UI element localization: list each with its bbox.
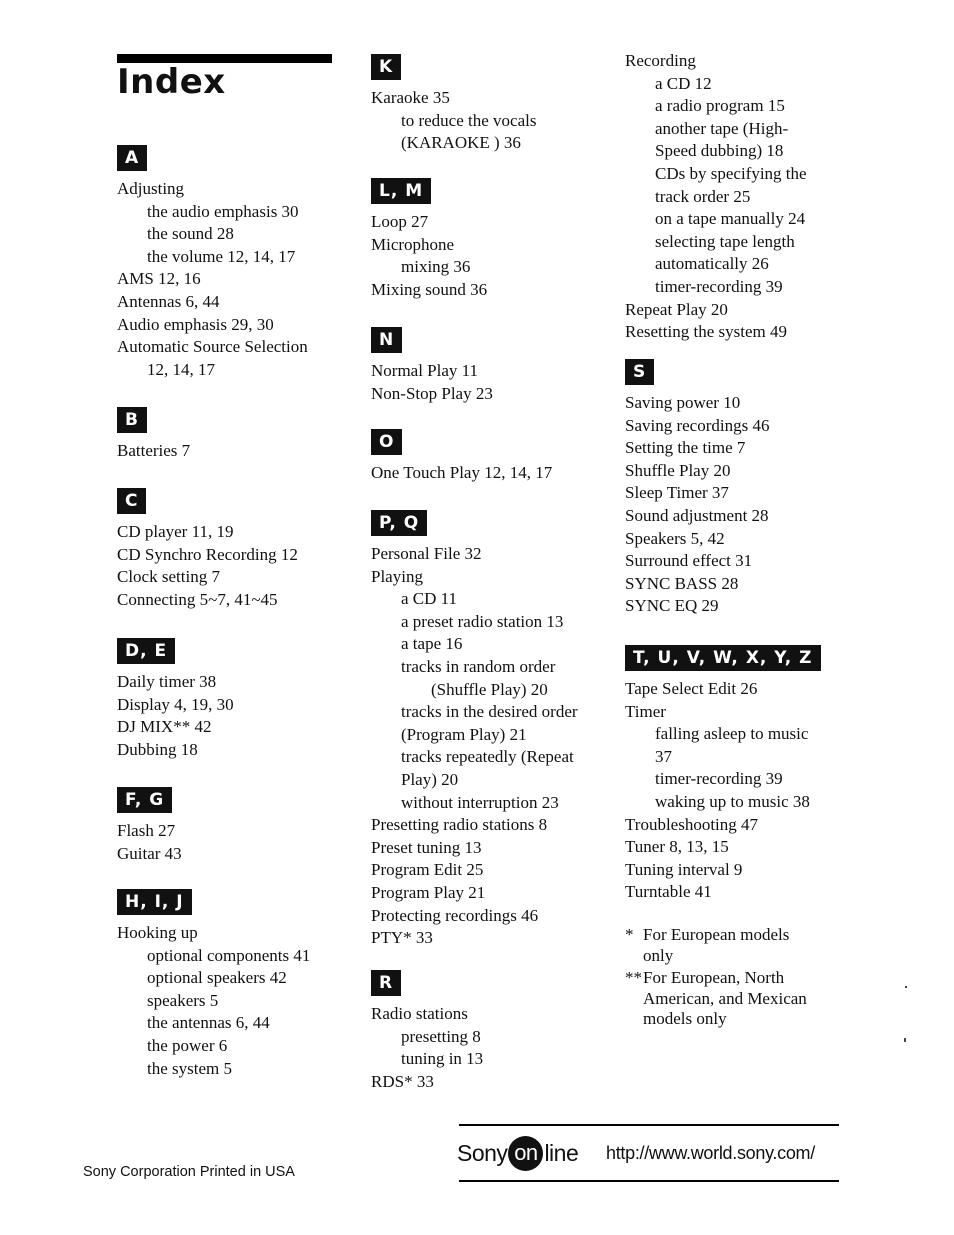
printer-credit: Sony Corporation Printed in USA [83, 1164, 295, 1180]
section-letter-badge: R [371, 970, 401, 996]
logo-line-text: line [544, 1140, 579, 1166]
index-subentry: timer-recording 39 [655, 276, 783, 296]
index-entry: Setting the time 7 [625, 438, 746, 458]
index-entry: Daily timer 38 [117, 672, 217, 691]
footer-rule-bottom [459, 1180, 839, 1182]
index-entry: Display 4, 19, 30 [117, 694, 234, 714]
index-entry: Guitar 43 [117, 843, 182, 863]
section-letter-badge: F, G [117, 787, 172, 813]
index-entry: Speakers 5, 42 [625, 528, 725, 548]
index-entry: Hooking up [117, 923, 198, 942]
index-section [117, 787, 347, 865]
section-letter-badge: P, Q [371, 510, 427, 536]
index-entry: Recording [625, 51, 696, 70]
index-entry: Saving power 10 [625, 393, 741, 412]
index-subentry: optional speakers 42 [147, 968, 287, 988]
index-subentry: mixing 36 [401, 257, 471, 277]
index-subentry: tracks in random order [401, 656, 556, 676]
index-entry: Sleep Timer 37 [625, 483, 729, 503]
sony-online-logo [457, 1136, 578, 1171]
index-section [371, 178, 611, 301]
index-entry: Turntable 41 [625, 882, 712, 902]
section-letter-badge: N [371, 327, 402, 353]
index-section [625, 359, 855, 618]
index-subentry: CDs by specifying the track order 25 [655, 163, 807, 206]
index-subentry: on a tape manually 24 [655, 209, 806, 229]
index-subentry: a CD 12 [655, 73, 712, 93]
logo-sony-text: Sony [457, 1140, 508, 1166]
scan-speck [905, 986, 907, 988]
index-section [117, 488, 347, 611]
index-section [117, 407, 347, 463]
section-letter-badge: B [117, 407, 147, 433]
index-entry: Microphone [371, 234, 455, 254]
index-entry: Personal File 32 [371, 544, 482, 563]
index-subentry: (Shuffle Play) 20 [431, 679, 548, 699]
index-entry: Non-Stop Play 23 [371, 383, 493, 403]
index-entry: Playing [371, 566, 423, 586]
index-section [625, 645, 855, 904]
index-subentry: the power 6 [147, 1035, 228, 1055]
scan-speck [904, 1038, 906, 1042]
index-section [371, 970, 611, 1093]
index-subentry: speakers 5 [147, 990, 219, 1010]
index-entry: Tuner 8, 13, 15 [625, 837, 729, 857]
index-entry: Program Play 21 [371, 882, 486, 902]
index-entry: Surround effect 31 [625, 551, 753, 571]
index-section [625, 50, 855, 344]
page-title: Index [117, 62, 226, 102]
index-entry: SYNC BASS 28 [625, 573, 739, 593]
index-entry: Batteries 7 [117, 441, 191, 460]
index-entry: Connecting 5~7, 41~45 [117, 589, 278, 609]
index-subentry: a preset radio station 13 [401, 611, 564, 631]
index-entry: DJ MIX** 42 [117, 717, 212, 737]
section-letter-badge: L, M [371, 178, 431, 204]
index-subentry: falling asleep to music 37 [655, 724, 809, 766]
index-entry: Audio emphasis 29, 30 [117, 314, 274, 334]
index-subentry: optional components 41 [147, 945, 311, 965]
website-url[interactable]: http://www.world.sony.com/ [606, 1143, 815, 1163]
index-entry: Sound adjustment 28 [625, 505, 769, 525]
index-entry: Normal Play 11 [371, 361, 479, 380]
index-entry: Resetting the system 49 [625, 322, 787, 342]
index-entry: Presetting radio stations 8 [371, 815, 548, 835]
section-letter-badge: H, I, J [117, 889, 192, 915]
section-letter-badge: S [625, 359, 654, 385]
index-entry: Protecting recordings 46 [371, 905, 539, 925]
index-entry: Clock setting 7 [117, 567, 220, 587]
index-section [371, 54, 611, 155]
section-letter-badge: T, U, V, W, X, Y, Z [625, 645, 821, 671]
section-letter-badge: D, E [117, 638, 175, 664]
index-entry: RDS* 33 [371, 1071, 434, 1091]
index-subentry: a tape 16 [401, 634, 463, 654]
index-entry: Radio stations [371, 1004, 468, 1023]
index-entry: Preset tuning 13 [371, 837, 482, 857]
index-section [117, 889, 347, 1080]
index-entry: Tape Select Edit 26 [625, 679, 758, 698]
index-entry: Dubbing 18 [117, 739, 198, 759]
index-subentry: the sound 28 [147, 224, 234, 244]
index-entry: AMS 12, 16 [117, 269, 201, 289]
index-subentry: 12, 14, 17 [147, 359, 215, 379]
index-section [371, 510, 611, 950]
index-entry: CD Synchro Recording 12 [117, 544, 298, 564]
section-letter-badge: A [117, 145, 147, 171]
index-entry: Repeat Play 20 [625, 299, 728, 319]
index-entry: CD player 11, 19 [117, 522, 234, 541]
index-entry: PTY* 33 [371, 928, 433, 948]
section-letter-badge: C [117, 488, 146, 514]
index-entry: Troubleshooting 47 [625, 814, 759, 834]
index-section [371, 327, 611, 405]
index-section [117, 638, 347, 761]
index-entry: SYNC EQ 29 [625, 596, 719, 616]
index-subentry: tracks in the desired order (Program Play) 21 [401, 702, 578, 744]
index-subentry: tracks repeatedly (Repeat Play) 20 [401, 747, 574, 789]
index-section [117, 145, 347, 381]
index-entry: Adjusting [117, 179, 185, 198]
footnote-mark: * [625, 925, 634, 944]
index-subentry: to reduce the vocals (KARAOKE ) 36 [401, 110, 537, 153]
index-subentry: another tape (High-Speed dubbing) 18 [655, 118, 789, 161]
footnote [625, 925, 818, 966]
index-subentry: tuning in 13 [401, 1049, 484, 1069]
footnote-mark: ** [625, 968, 642, 987]
index-entry: Tuning interval 9 [625, 859, 743, 879]
index-subentry: the audio emphasis 30 [147, 201, 299, 221]
index-subentry: the volume 12, 14, 17 [147, 246, 296, 266]
index-subentry: timer-recording 39 [655, 769, 783, 789]
index-subentry: the antennas 6, 44 [147, 1013, 270, 1033]
logo-on-circle: on [508, 1136, 543, 1171]
footnotes [625, 925, 818, 1030]
index-entry: Shuffle Play 20 [625, 460, 731, 480]
index-entry: Automatic Source Selection [117, 337, 308, 357]
section-letter-badge: K [371, 54, 401, 80]
index-entry: Loop 27 [371, 212, 429, 231]
index-subentry: a radio program 15 [655, 96, 785, 116]
index-entry: One Touch Play 12, 14, 17 [371, 463, 553, 482]
index-entry: Antennas 6, 44 [117, 291, 220, 311]
index-entry: Program Edit 25 [371, 860, 484, 880]
footnote [625, 968, 818, 1030]
index-subentry: selecting tape length automatically 26 [655, 231, 795, 274]
index-subentry: the system 5 [147, 1058, 232, 1078]
index-entry: Flash 27 [117, 821, 176, 840]
index-subentry: presetting 8 [401, 1026, 481, 1046]
index-subentry: without interruption 23 [401, 792, 559, 812]
index-section [371, 429, 611, 485]
section-letter-badge: O [371, 429, 402, 455]
footer-rule-top [459, 1124, 839, 1126]
footnote-text: For European models only [643, 925, 790, 965]
index-entry: Karaoke 35 [371, 88, 450, 107]
index-entry: Mixing sound 36 [371, 279, 488, 299]
index-entry: Saving recordings 46 [625, 415, 770, 435]
index-entry: Timer [625, 701, 666, 721]
index-subentry: waking up to music 38 [655, 791, 810, 811]
footnote-text: For European, North American, and Mexican models only [643, 968, 807, 1028]
index-subentry: a CD 11 [401, 589, 458, 609]
